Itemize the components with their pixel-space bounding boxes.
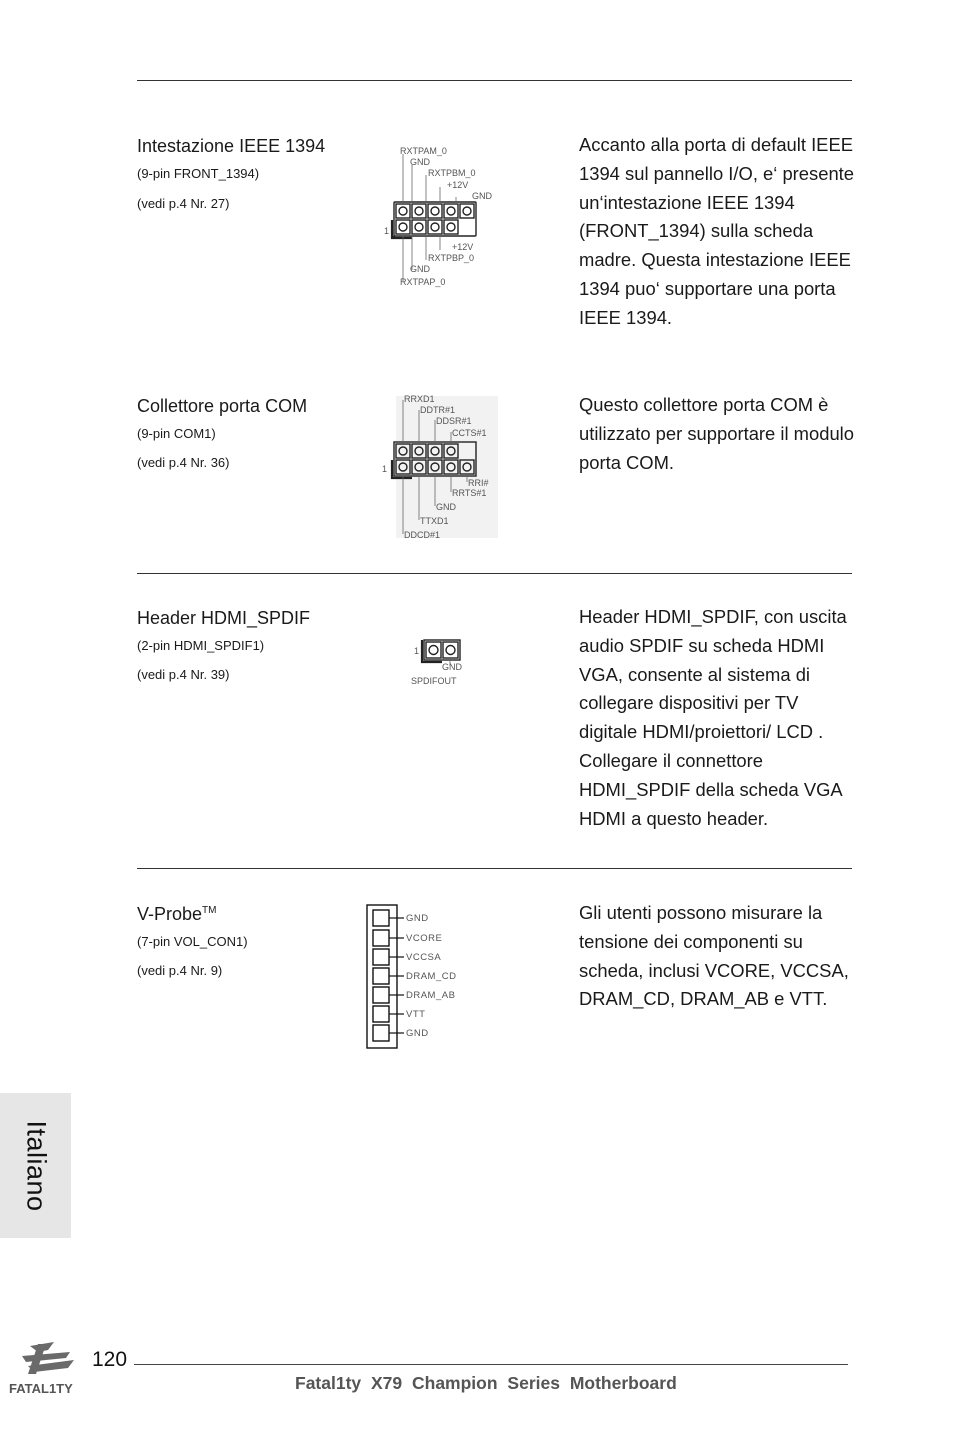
pin-spec: (7-pin VOL_CON1) xyxy=(137,934,248,949)
label-ccts1: CCTS#1 xyxy=(452,428,487,438)
label-gnd: GND xyxy=(442,662,462,672)
footer-title: Fatal1ty X79 Champion Series Motherboard xyxy=(295,1373,677,1393)
label-vtt: VTT xyxy=(406,1009,426,1020)
label-gnd: GND xyxy=(472,191,492,201)
label-gnd: GND xyxy=(436,502,456,512)
label-vcore: VCORE xyxy=(406,933,443,944)
trademark-sup: TM xyxy=(202,905,217,916)
language-tab xyxy=(0,1093,71,1238)
label-12v: +12V xyxy=(447,180,469,190)
page-reference: (vedi p.4 Nr. 39) xyxy=(137,667,230,682)
label-ddtr1: DDTR#1 xyxy=(420,405,456,415)
section-description: Header HDMI_SPDIF, con uscita audio SPDIF su scheda HDMI VGA, consente al sistema di collegare dispositivi per TV digitale HDMI/proiettori/ LCD . Collegare il connettore HDMI_SPDIF della scheda VGA HDMI a questo header. xyxy=(579,606,847,829)
pin1-marker: 1 xyxy=(414,646,420,656)
page-reference: (vedi p.4 Nr. 9) xyxy=(137,963,223,978)
label-12v: +12V xyxy=(452,242,474,252)
section-title: V-Probe™ xyxy=(137,904,217,924)
pin-block xyxy=(422,640,460,662)
pin1-marker: 1 xyxy=(382,464,388,474)
fatal1ty-logo xyxy=(8,1340,92,1402)
label-dram-ab: DRAM_AB xyxy=(406,990,456,1001)
label-rxtpam0: RXTPAM_0 xyxy=(400,146,447,156)
section-description: Questo collettore porta COM è utilizzato per supportare il modulo porta COM. xyxy=(579,394,854,473)
pin-spec: (9-pin FRONT_1394) xyxy=(137,166,260,181)
label-rxtpap0: RXTPAP_0 xyxy=(400,277,446,287)
label-rrts1: RRTS#1 xyxy=(452,488,487,498)
pin-spec: (2-pin HDMI_SPDIF1) xyxy=(137,638,265,653)
section-title: Intestazione IEEE 1394 xyxy=(137,136,326,156)
label-gnd: GND xyxy=(410,157,430,167)
section-title: Header HDMI_SPDIF xyxy=(137,608,311,628)
logo-text: FATAL1TY xyxy=(9,1381,73,1396)
top-rule xyxy=(137,80,852,81)
label-ttxd1: TTXD1 xyxy=(420,516,449,526)
section-description: Accanto alla porta di default IEEE 1394 sul pannello I/O, e‘ presente un‘intestazione IEEE 1394 (FRONT_1394) sulla scheda madre. Questa intestazione IEEE 1394 puo‘ supportare una porta IEEE 1394. xyxy=(579,134,855,328)
pin-spec: (9-pin COM1) xyxy=(137,426,216,441)
label-ddcd1: DDCD#1 xyxy=(404,530,441,540)
label-gnd: GND xyxy=(406,913,429,924)
section-description: Gli utenti possono misurare la tensione dei componenti su scheda, inclusi VCORE, VCCSA, DRAM_CD, DRAM_AB e VTT. xyxy=(579,902,849,1010)
label-gnd: GND xyxy=(406,1028,429,1039)
section-divider xyxy=(137,573,852,574)
label-gnd: GND xyxy=(410,264,430,274)
label-vccsa: VCCSA xyxy=(406,952,442,963)
page-reference: (vedi p.4 Nr. 27) xyxy=(137,196,230,211)
pin1-marker: 1 xyxy=(384,226,390,236)
label-rri: RRI# xyxy=(468,478,489,488)
page-reference: (vedi p.4 Nr. 36) xyxy=(137,455,230,470)
label-rxtpbm0: RXTPBM_0 xyxy=(428,168,476,178)
section-title: Collettore porta COM xyxy=(137,396,308,416)
section-divider xyxy=(137,868,852,869)
com-header-diagram xyxy=(382,394,504,542)
pin-block xyxy=(392,202,476,238)
page-number: 120 xyxy=(92,1348,128,1371)
hdmi-spdif-header-diagram xyxy=(408,636,468,692)
footer-rule xyxy=(134,1364,848,1365)
v-probe-header-diagram xyxy=(364,902,484,1052)
label-rxtpbp0: RXTPBP_0 xyxy=(428,253,475,263)
language-tab-label: Italiano xyxy=(21,1119,51,1212)
label-dram-cd: DRAM_CD xyxy=(406,971,457,982)
label-rrxd1: RRXD1 xyxy=(404,394,435,404)
label-ddsr1: DDSR#1 xyxy=(436,416,472,426)
label-spdifout: SPDIFOUT xyxy=(411,676,457,686)
ieee1394-header-diagram xyxy=(384,142,504,292)
